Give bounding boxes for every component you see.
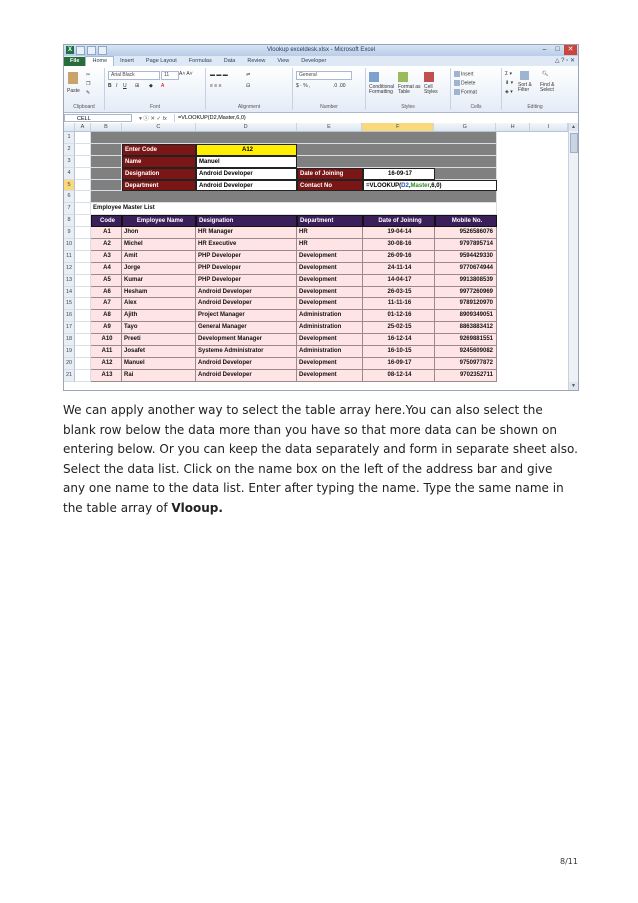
tab-insert[interactable]: Insert [120, 58, 134, 64]
cell[interactable] [75, 251, 91, 263]
row-header[interactable]: 21 [64, 370, 75, 382]
department-value[interactable]: Android Developer [196, 180, 297, 192]
paste-icon[interactable] [68, 72, 79, 84]
cell[interactable] [75, 144, 91, 156]
cell-designation[interactable]: Systeme Administrator [196, 346, 297, 358]
cell-date-of-joining[interactable]: 30-08-16 [363, 239, 435, 251]
formula-buttons[interactable]: ▾ ⓧ ✕ ✓ fx [139, 116, 167, 122]
cell-mobile-no[interactable]: 9977260969 [435, 287, 497, 299]
format-painter-icon[interactable]: ✎ [86, 90, 91, 96]
cell-department[interactable]: HR [297, 239, 363, 251]
cell[interactable] [91, 144, 122, 156]
cell-employee-name[interactable]: Jhon [122, 227, 196, 239]
cell[interactable] [297, 144, 497, 156]
body-text [63, 401, 578, 519]
number-label: Number [320, 104, 338, 110]
paste-button[interactable]: Paste [67, 88, 80, 94]
designation-value[interactable]: Android Developer [196, 168, 297, 180]
header-designation[interactable]: Designation [196, 215, 297, 227]
tab-data[interactable]: Data [223, 58, 236, 64]
row-header[interactable]: 8 [64, 215, 75, 227]
cell-mobile-no[interactable]: 9750977872 [435, 358, 497, 370]
cell-mobile-no[interactable]: 9797895714 [435, 239, 497, 251]
cell-date-of-joining[interactable]: 25-02-15 [363, 322, 435, 334]
row-header[interactable]: 17 [64, 322, 75, 334]
page-number: 8/11 [560, 857, 578, 866]
cell-date-of-joining[interactable]: 16-10-15 [363, 346, 435, 358]
copy-icon[interactable]: ❐ [86, 81, 91, 87]
find-select-button[interactable]: Find & Select [540, 82, 555, 93]
excel-app-icon: X [67, 47, 72, 53]
cell-designation[interactable]: PHP Developer [196, 275, 297, 287]
cell-department[interactable]: Development [297, 251, 363, 263]
clipboard-group [64, 68, 105, 110]
col-header-f[interactable]: F [362, 123, 434, 131]
cell-department[interactable]: Development [297, 275, 363, 287]
cell-employee-name[interactable]: Rai [122, 370, 196, 382]
employee-table-body [64, 227, 568, 382]
cell-code[interactable]: A8 [91, 310, 122, 322]
conditional-formatting-icon[interactable] [369, 72, 380, 82]
table-row [64, 334, 568, 346]
tab-file[interactable]: File [64, 57, 85, 66]
row-header[interactable]: 15 [64, 298, 75, 310]
cell-mobile-no[interactable]: 9269881551 [435, 334, 497, 346]
ribbon-tabs [64, 56, 578, 66]
cell-date-of-joining[interactable]: 19-04-14 [363, 227, 435, 239]
sheet-row [64, 203, 568, 215]
col-header-c[interactable]: C [122, 123, 196, 131]
table-row [64, 287, 568, 299]
cell-code[interactable]: A10 [91, 334, 122, 346]
cell[interactable] [297, 156, 497, 168]
window-title: Vlookup exceldesk.xlsx - Microsoft Excel [266, 47, 376, 53]
table-row [64, 346, 568, 358]
cell-code[interactable]: A2 [91, 239, 122, 251]
designation-label[interactable]: Designation [122, 168, 196, 180]
clear-icon[interactable]: ◈ ▾ [505, 89, 513, 95]
cell[interactable] [75, 263, 91, 275]
table-row [64, 358, 568, 370]
cell[interactable] [435, 168, 497, 180]
cell-date-of-joining[interactable]: 26-09-16 [363, 251, 435, 263]
cell-department[interactable]: Development [297, 358, 363, 370]
tab-page-layout[interactable]: Page Layout [145, 58, 177, 64]
cell-code[interactable]: A5 [91, 275, 122, 287]
row-header[interactable]: 9 [64, 227, 75, 239]
sheet-row [64, 132, 568, 144]
cell-department[interactable]: Administration [297, 322, 363, 334]
contact-no-label[interactable]: Contact No [297, 180, 363, 192]
row-header[interactable]: 14 [64, 287, 75, 299]
borders-icon[interactable]: ⊞ [135, 83, 140, 89]
cell[interactable] [75, 227, 91, 239]
spreadsheet-grid[interactable] [64, 123, 568, 382]
format-as-table-icon[interactable] [398, 72, 409, 82]
cell-designation[interactable]: HR Executive [196, 239, 297, 251]
cell-employee-name[interactable]: Jorge [122, 263, 196, 275]
cell-department[interactable]: Development [297, 334, 363, 346]
cell-date-of-joining[interactable]: 16-09-17 [363, 358, 435, 370]
cell[interactable] [75, 132, 91, 144]
styles-group [366, 68, 451, 110]
currency-icon[interactable]: $ · % , [296, 83, 311, 89]
cell[interactable] [75, 310, 91, 322]
date-of-joining-value[interactable]: 16-09-17 [363, 168, 435, 180]
row-header[interactable]: 20 [64, 358, 75, 370]
cell-mobile-no[interactable]: 9770674944 [435, 263, 497, 275]
cell-designation[interactable]: PHP Developer [196, 263, 297, 275]
name-label[interactable]: Name [122, 156, 196, 168]
cell-date-of-joining[interactable]: 08-12-14 [363, 370, 435, 382]
table-row [64, 322, 568, 334]
cell-code[interactable]: A7 [91, 298, 122, 310]
cell-department[interactable]: Administration [297, 346, 363, 358]
cell-department[interactable]: Development [297, 370, 363, 382]
row-header[interactable]: 11 [64, 251, 75, 263]
header-department[interactable]: Department [297, 215, 363, 227]
conditional-formatting-button[interactable]: Conditional Formatting [369, 84, 395, 95]
cell[interactable] [75, 156, 91, 168]
col-header-h[interactable]: H [496, 123, 530, 131]
cell-date-of-joining[interactable]: 24-11-14 [363, 263, 435, 275]
sheet-row [64, 144, 568, 156]
header-date-of-joining[interactable]: Date of Joining [363, 215, 435, 227]
cell[interactable] [75, 322, 91, 334]
cell[interactable] [75, 239, 91, 251]
row-header[interactable]: 2 [64, 144, 75, 156]
save-icon[interactable] [76, 46, 85, 55]
delete-button[interactable]: Delete [454, 80, 475, 86]
row-header[interactable]: 6 [64, 191, 75, 203]
tab-home[interactable]: Home [85, 56, 114, 66]
cell[interactable] [91, 191, 497, 203]
cells-label: Cells [470, 104, 482, 110]
cell-designation[interactable]: HR Manager [196, 227, 297, 239]
row-header[interactable]: 18 [64, 334, 75, 346]
number-format-select[interactable]: General [296, 71, 352, 80]
cell[interactable] [91, 180, 122, 192]
row-header[interactable]: 19 [64, 346, 75, 358]
col-header-i[interactable]: I [530, 123, 568, 131]
cell-employee-name[interactable]: Tayo [122, 322, 196, 334]
cell-employee-name[interactable]: Manuel [122, 358, 196, 370]
cell-mobile-no[interactable]: 9702352711 [435, 370, 497, 382]
cell[interactable] [75, 287, 91, 299]
clipboard-label: Clipboard [73, 104, 95, 110]
contact-no-formula-cell[interactable]: =VLOOKUP(D2,Master,6,0) [363, 180, 497, 192]
table-header-row [64, 215, 568, 227]
row-header[interactable]: 13 [64, 275, 75, 287]
table-row [64, 275, 568, 287]
cell[interactable] [91, 168, 122, 180]
cell-employee-name[interactable]: Kumar [122, 275, 196, 287]
tab-formulas[interactable]: Formulas [188, 58, 212, 64]
number-group [293, 68, 366, 110]
font-group [105, 68, 206, 110]
cell-mobile-no[interactable]: 9594429330 [435, 251, 497, 263]
cell[interactable] [91, 132, 497, 144]
redo-icon[interactable] [98, 46, 107, 55]
name-box[interactable]: CELL [64, 114, 132, 122]
cell-date-of-joining[interactable]: 01-12-16 [363, 310, 435, 322]
column-headers [64, 123, 568, 132]
cell-styles-button[interactable]: Cell Styles [424, 84, 438, 95]
department-label[interactable]: Department [122, 180, 196, 192]
formula-input[interactable]: =VLOOKUP(D2,Master,6,0) [174, 114, 578, 122]
cell-code[interactable]: A11 [91, 346, 122, 358]
minimize-button[interactable]: – [542, 46, 547, 53]
scroll-up-arrow-icon[interactable]: ▲ [569, 123, 578, 131]
cell-designation[interactable]: Project Manager [196, 310, 297, 322]
sort-filter-icon[interactable] [520, 71, 530, 80]
cell[interactable] [75, 346, 91, 358]
cell[interactable] [75, 203, 91, 215]
format-button[interactable]: Format [454, 89, 477, 95]
cell-code[interactable]: A9 [91, 322, 122, 334]
cell[interactable] [75, 334, 91, 346]
cell-code[interactable]: A12 [91, 358, 122, 370]
cell[interactable] [75, 215, 91, 227]
cell-employee-name[interactable]: Ajith [122, 310, 196, 322]
cell-designation[interactable]: General Manager [196, 322, 297, 334]
cell-designation[interactable]: Development Manager [196, 334, 297, 346]
cell-employee-name[interactable]: Amit [122, 251, 196, 263]
cell-mobile-no[interactable]: 9789120970 [435, 298, 497, 310]
cell-designation[interactable]: Android Developer [196, 358, 297, 370]
autosum-icon[interactable]: Σ ▾ [505, 71, 512, 77]
excel-screenshot [63, 44, 579, 391]
row-header[interactable]: 7 [64, 203, 75, 215]
col-header-e[interactable]: E [297, 123, 363, 131]
cell[interactable] [75, 298, 91, 310]
cell-mobile-no[interactable]: 9526586076 [435, 227, 497, 239]
row-header[interactable]: 12 [64, 263, 75, 275]
font-color-icon[interactable]: A [161, 83, 165, 89]
cell-department[interactable]: Development [297, 263, 363, 275]
cell-code[interactable]: A1 [91, 227, 122, 239]
italic-icon[interactable]: I [116, 83, 118, 89]
cell[interactable] [75, 180, 91, 192]
sheet-row [64, 191, 568, 203]
name-value[interactable]: Manuel [196, 156, 297, 168]
table-row [64, 298, 568, 310]
date-of-joining-label[interactable]: Date of Joining [297, 168, 363, 180]
cell-date-of-joining[interactable]: 14-04-17 [363, 275, 435, 287]
cell[interactable] [75, 358, 91, 370]
editing-group [502, 68, 568, 110]
font-size-select[interactable]: 11 [161, 71, 179, 80]
cut-icon[interactable]: ✂ [86, 72, 91, 78]
cell-employee-name[interactable]: Hesham [122, 287, 196, 299]
cell-mobile-no[interactable]: 8863883412 [435, 322, 497, 334]
cell-employee-name[interactable]: Josafet [122, 346, 196, 358]
row-header[interactable]: 3 [64, 156, 75, 168]
maximize-button[interactable]: □ [555, 46, 560, 53]
fill-color-icon[interactable]: ◆ [149, 83, 153, 89]
cell-department[interactable]: Development [297, 298, 363, 310]
col-header-g[interactable]: G [434, 123, 496, 131]
alignment-label: Alignment [237, 104, 261, 110]
table-row [64, 227, 568, 239]
row-header[interactable]: 5 [64, 180, 75, 192]
cell[interactable] [75, 370, 91, 382]
help-icon[interactable]: △ ? ▫ ✕ [554, 58, 575, 64]
tab-view[interactable]: View [277, 58, 290, 64]
cell-code[interactable]: A6 [91, 287, 122, 299]
table-row [64, 251, 568, 263]
cells-group [451, 68, 502, 110]
cell-department[interactable]: HR [297, 227, 363, 239]
cell-date-of-joining[interactable]: 11-11-16 [363, 298, 435, 310]
select-all-corner[interactable] [64, 123, 75, 131]
bold-icon[interactable]: B [108, 83, 112, 89]
cell-department[interactable]: Administration [297, 310, 363, 322]
decimal-icon[interactable]: .0 .00 [333, 83, 346, 89]
cell-mobile-no[interactable]: 9245609082 [435, 346, 497, 358]
alignment-group [206, 68, 293, 110]
formula-ref-master: Master [410, 182, 430, 189]
cell-styles-icon[interactable] [424, 72, 435, 82]
editing-label: Editing [527, 104, 543, 110]
bold-vlooup: Vlooup. [171, 500, 223, 515]
table-row [64, 370, 568, 382]
row-header[interactable]: 10 [64, 239, 75, 251]
cell[interactable] [75, 191, 91, 203]
col-header-a[interactable]: A [75, 123, 91, 131]
font-name-select[interactable]: Arial Black [108, 71, 160, 80]
font-label: Font [149, 104, 160, 110]
merge-center-icon[interactable]: ⊟ [246, 83, 251, 89]
cell-employee-name[interactable]: Michel [122, 239, 196, 251]
table-row [64, 263, 568, 275]
cell-employee-name[interactable]: Preeti [122, 334, 196, 346]
tab-developer[interactable]: Developer [301, 58, 327, 64]
table-row [64, 310, 568, 322]
cell[interactable] [75, 168, 91, 180]
fill-icon[interactable]: ⬇ ▾ [505, 80, 514, 86]
enter-code-label[interactable]: Enter Code [122, 144, 196, 156]
sheet-row [64, 168, 568, 180]
formula-ref-d2: D2 [401, 182, 409, 189]
align-left-icon[interactable]: ≡ ≡ ≡ [210, 83, 222, 89]
header-employee-name[interactable]: Employee Name [122, 215, 196, 227]
tab-review[interactable]: Review [247, 58, 266, 64]
employee-master-list-title[interactable]: Employee Master List [91, 203, 497, 215]
ribbon [64, 66, 578, 113]
align-top-icon[interactable]: ▬ ▬ ▬ [210, 72, 228, 78]
cell-designation[interactable]: Android Developer [196, 287, 297, 299]
grow-font-icon[interactable]: A˄ A˅ [179, 71, 193, 77]
cell-code[interactable]: A4 [91, 263, 122, 275]
cell-department[interactable]: Development [297, 287, 363, 299]
paragraph-1: We can apply another way to select the table array here.You can also select the blank row below the data more than you have so that more data can be shown on entering below. Or you can keep the data separately and form in separate sheet also. [63, 403, 578, 457]
wrap-text-icon[interactable]: ⇌ [246, 72, 251, 78]
row-header[interactable]: 4 [64, 168, 75, 180]
close-button[interactable]: ✕ [564, 45, 577, 55]
cell-date-of-joining[interactable]: 26-03-15 [363, 287, 435, 299]
cell[interactable] [91, 156, 122, 168]
underline-icon[interactable]: U [123, 83, 127, 89]
cell[interactable] [75, 275, 91, 287]
sort-filter-button[interactable]: Sort & Filter [518, 82, 532, 93]
col-header-b[interactable]: B [91, 123, 122, 131]
styles-label: Styles [401, 104, 415, 110]
insert-button[interactable]: Insert [454, 71, 474, 77]
undo-icon[interactable] [87, 46, 96, 55]
paragraph-2: Select the data list. Click on the name box on the left of the address bar and give any one name to the data list. Enter after typing the name. Type the same name in the table array of Vlooup. [63, 461, 564, 515]
cell-designation[interactable]: Android Developer [196, 370, 297, 382]
cell-code[interactable]: A13 [91, 370, 122, 382]
header-code[interactable]: Code [91, 215, 122, 227]
table-row [64, 239, 568, 251]
vertical-scrollbar[interactable] [568, 123, 578, 390]
enter-code-input[interactable]: A12 [196, 144, 297, 156]
format-as-table-button[interactable]: Format as Table [398, 84, 421, 95]
col-header-d[interactable]: D [196, 123, 297, 131]
cell-code[interactable]: A3 [91, 251, 122, 263]
header-mobile-no[interactable]: Mobile No. [435, 215, 497, 227]
sheet-row [64, 180, 568, 192]
cell-mobile-no[interactable]: 9913808539 [435, 275, 497, 287]
sheet-row [64, 156, 568, 168]
cell-employee-name[interactable]: Alex [122, 298, 196, 310]
cell-mobile-no[interactable]: 8909349051 [435, 310, 497, 322]
scroll-down-arrow-icon[interactable]: ▼ [569, 382, 578, 390]
find-select-icon[interactable]: 🔍︎ [542, 71, 549, 77]
excel-title-bar [64, 45, 578, 56]
cell-date-of-joining[interactable]: 16-12-14 [363, 334, 435, 346]
cell-designation[interactable]: Android Developer [196, 298, 297, 310]
cell-designation[interactable]: PHP Developer [196, 251, 297, 263]
row-header[interactable]: 16 [64, 310, 75, 322]
scroll-thumb[interactable] [570, 133, 578, 153]
row-header[interactable]: 1 [64, 132, 75, 144]
